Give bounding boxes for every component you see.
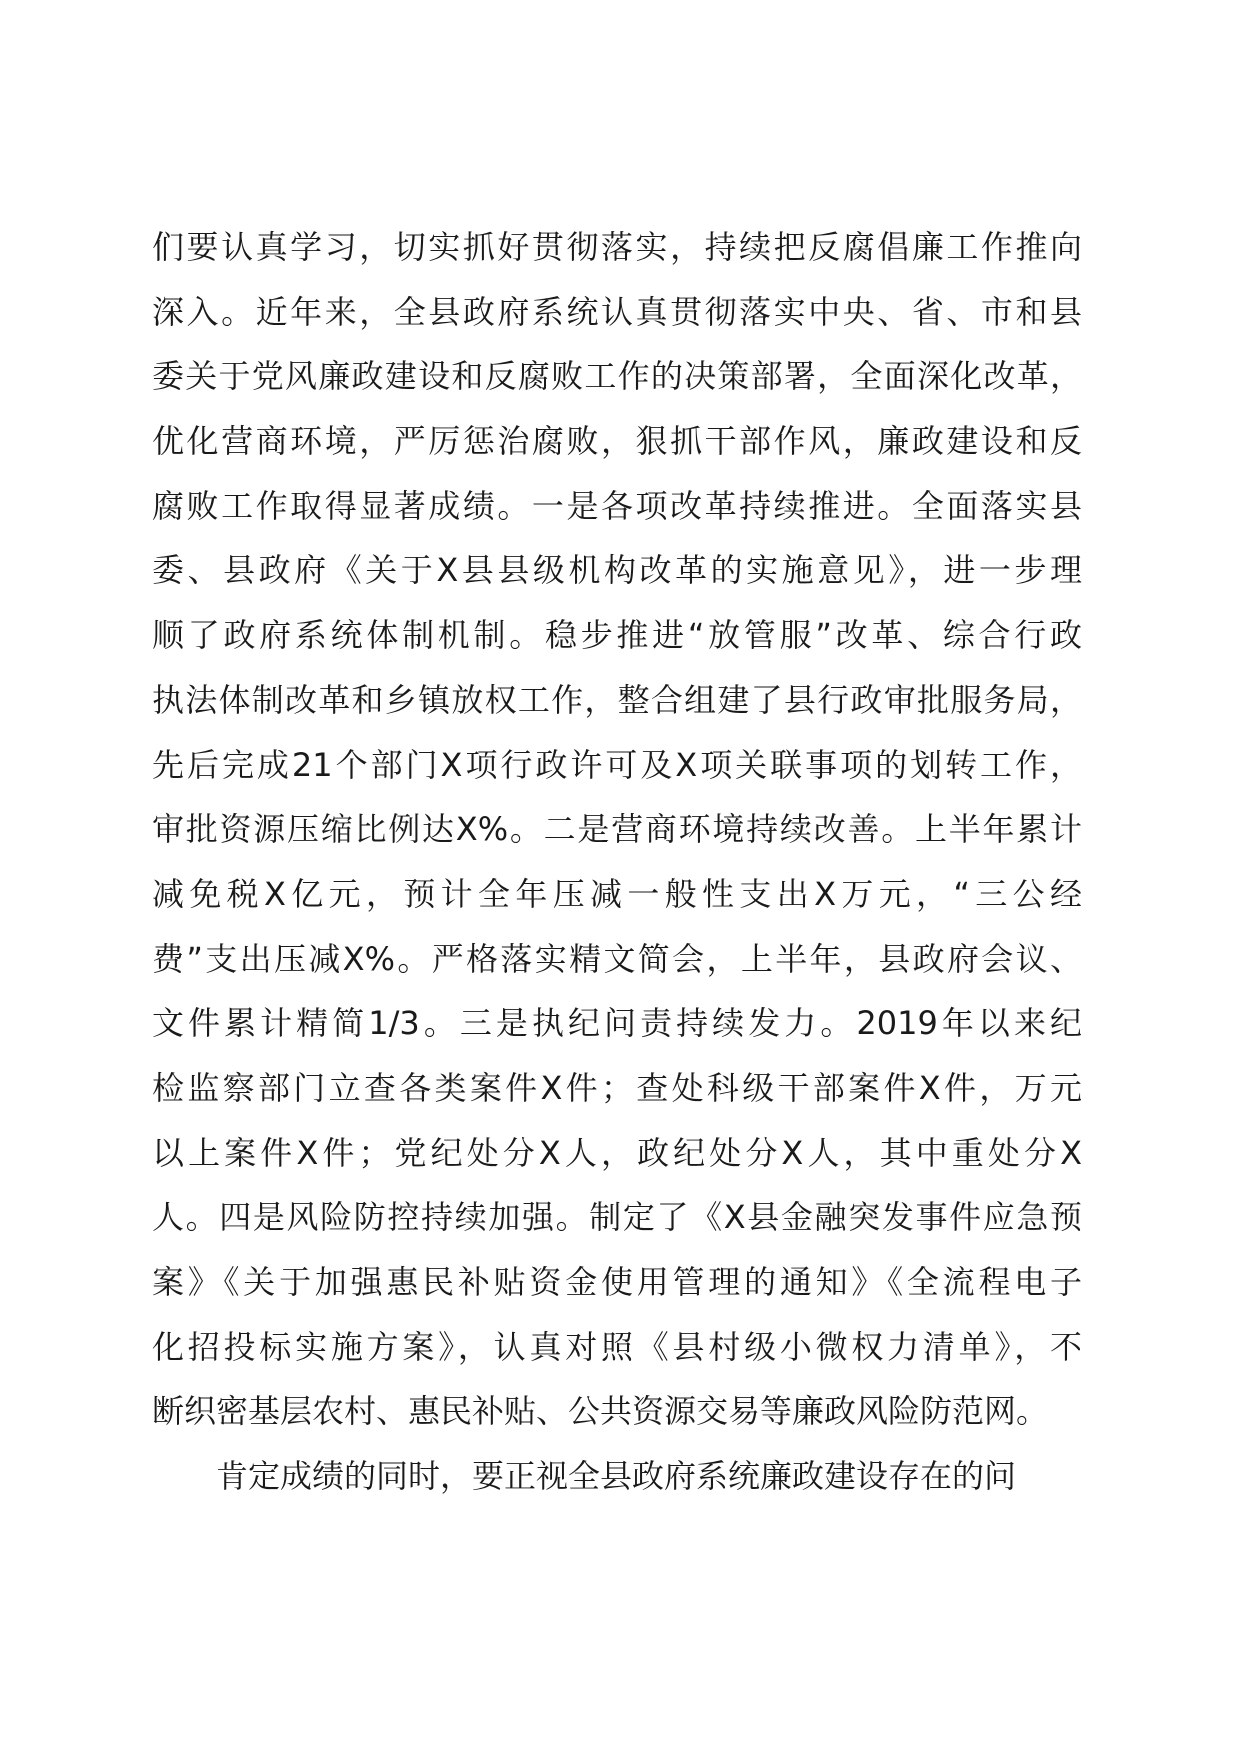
- text-line-10: 审批资源压缩比例达X%。二是营商环境持续改善。上半年累计: [152, 810, 1082, 849]
- text-line-4: 优化营商环境，严厉惩治腐败，狠抓干部作风，廉政建设和反: [152, 422, 1082, 461]
- text-line-14: 检监察部门立查各类案件X件；查处科级干部案件X件，万元: [152, 1068, 1082, 1107]
- text-line-2: 深入。近年来，全县政府系统认真贯彻落实中央、省、市和县: [152, 292, 1082, 331]
- body-text: [152, 215, 1112, 1509]
- text-line-19: 断织密基层农村、惠民补贴、公共资源交易等廉政风险防范网。: [152, 1392, 1049, 1431]
- text-line-17: 案》《关于加强惠民补贴资金使用管理的通知》《全流程电子: [152, 1263, 1082, 1301]
- text-line-8: 执法体制改革和乡镇放权工作，整合组建了县行政审批服务局，: [152, 680, 1082, 719]
- text-line-18: 化招投标实施方案》，认真对照《县村级小微权力清单》，不: [152, 1327, 1082, 1366]
- text-line-15: 以上案件X件；党纪处分X人，政纪处分X人，其中重处分X: [152, 1133, 1082, 1172]
- text-line-6: 委、县政府《关于X县县级机构改革的实施意见》，进一步理: [152, 551, 1082, 590]
- text-line-9: 先后完成21个部门X项行政许可及X项关联事项的划转工作，: [152, 745, 1082, 784]
- text-line-1: 们要认真学习，切实抓好贯彻落实，持续把反腐倡廉工作推向: [152, 228, 1082, 266]
- text-line-12: 费”支出压减X%。严格落实精文简会，上半年，县政府会议、: [152, 939, 1082, 978]
- text-line-20: 肯定成绩的同时，要正视全县政府系统廉政建设存在的问: [216, 1457, 1017, 1496]
- text-line-16: 人。四是风险防控持续加强。制定了《X县金融突发事件应急预: [152, 1198, 1082, 1237]
- text-line-3: 委关于党风廉政建设和反腐败工作的决策部署，全面深化改革，: [152, 357, 1082, 396]
- text-line-5: 腐败工作取得显著成绩。一是各项改革持续推进。全面落实县: [152, 486, 1082, 525]
- text-line-7: 顺了政府系统体制机制。稳步推进“放管服”改革、综合行政: [152, 616, 1082, 655]
- text-line-13: 文件累计精简1/3。三是执纪问责持续发力。2019年以来纪: [152, 1004, 1082, 1043]
- text-line-11: 减免税X亿元，预计全年压减一般性支出X万元，“三公经: [152, 874, 1082, 913]
